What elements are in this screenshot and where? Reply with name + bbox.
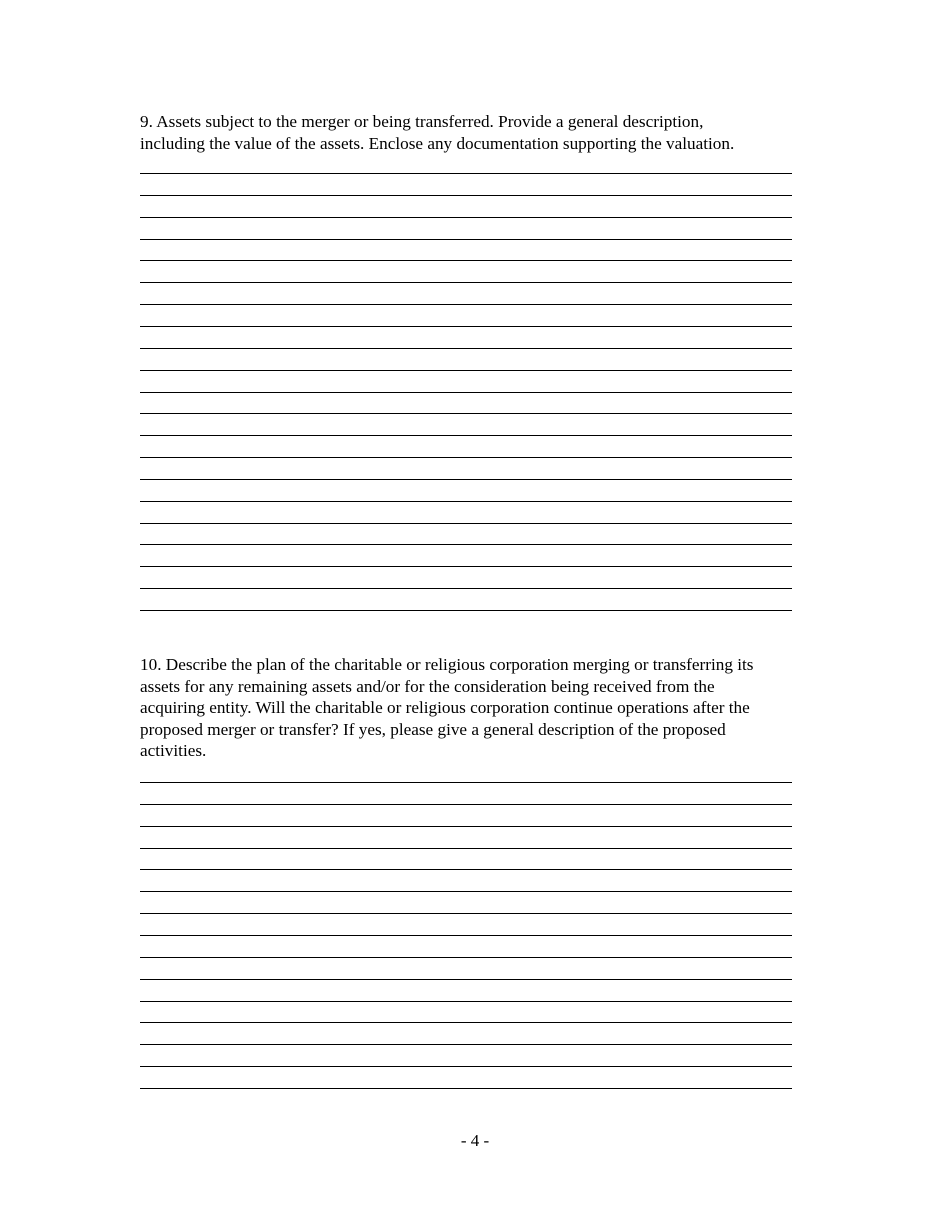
answer-line[interactable] — [140, 348, 792, 349]
answer-line[interactable] — [140, 1022, 792, 1023]
question-10-line: assets for any remaining assets and/or for the consideration being received from the — [140, 676, 715, 696]
answer-line[interactable] — [140, 413, 792, 414]
question-9-line: 9. Assets subject to the merger or being transferred. Provide a general description, — [140, 112, 704, 131]
answer-line[interactable] — [140, 826, 792, 827]
answer-line[interactable] — [140, 913, 792, 914]
answer-line[interactable] — [140, 804, 792, 805]
answer-line[interactable] — [140, 1066, 792, 1067]
question-10-line: activities. — [140, 741, 207, 761]
answer-line[interactable] — [140, 260, 792, 261]
answer-line[interactable] — [140, 891, 792, 892]
page-number: - 4 - — [460, 1131, 490, 1150]
answer-line[interactable] — [140, 479, 792, 480]
answer-line[interactable] — [140, 544, 792, 545]
answer-line[interactable] — [140, 239, 792, 240]
answer-line[interactable] — [140, 610, 792, 611]
answer-line[interactable] — [140, 782, 792, 783]
answer-line[interactable] — [140, 195, 792, 196]
answer-line[interactable] — [140, 588, 792, 589]
answer-line[interactable] — [140, 304, 792, 305]
answer-line[interactable] — [140, 979, 792, 980]
answer-line[interactable] — [140, 1044, 792, 1045]
answer-line[interactable] — [140, 326, 792, 327]
answer-line[interactable] — [140, 217, 792, 218]
answer-line[interactable] — [140, 869, 792, 870]
answer-line[interactable] — [140, 1088, 792, 1089]
answer-line[interactable] — [140, 392, 792, 393]
answer-line[interactable] — [140, 370, 792, 371]
answer-line[interactable] — [140, 282, 792, 283]
answer-line[interactable] — [140, 501, 792, 502]
question-10-line: 10. Describe the plan of the charitable or religious corporation merging or transferring its — [140, 655, 754, 674]
answer-line[interactable] — [140, 935, 792, 936]
question-10-line: acquiring entity. Will the charitable or religious corporation continue operations after the — [140, 698, 750, 718]
answer-line[interactable] — [140, 1001, 792, 1002]
question-10-text — [140, 654, 753, 762]
answer-line[interactable] — [140, 457, 792, 458]
question-9-line: including the value of the assets. Enclose any documentation supporting the valuation. — [140, 133, 735, 153]
question-9-text — [140, 111, 734, 154]
answer-line[interactable] — [140, 523, 792, 524]
answer-line[interactable] — [140, 566, 792, 567]
answer-line[interactable] — [140, 173, 792, 174]
question-10-line: proposed merger or transfer? If yes, please give a general description of the proposed — [140, 719, 726, 739]
answer-line[interactable] — [140, 848, 792, 849]
answer-line[interactable] — [140, 957, 792, 958]
answer-line[interactable] — [140, 435, 792, 436]
